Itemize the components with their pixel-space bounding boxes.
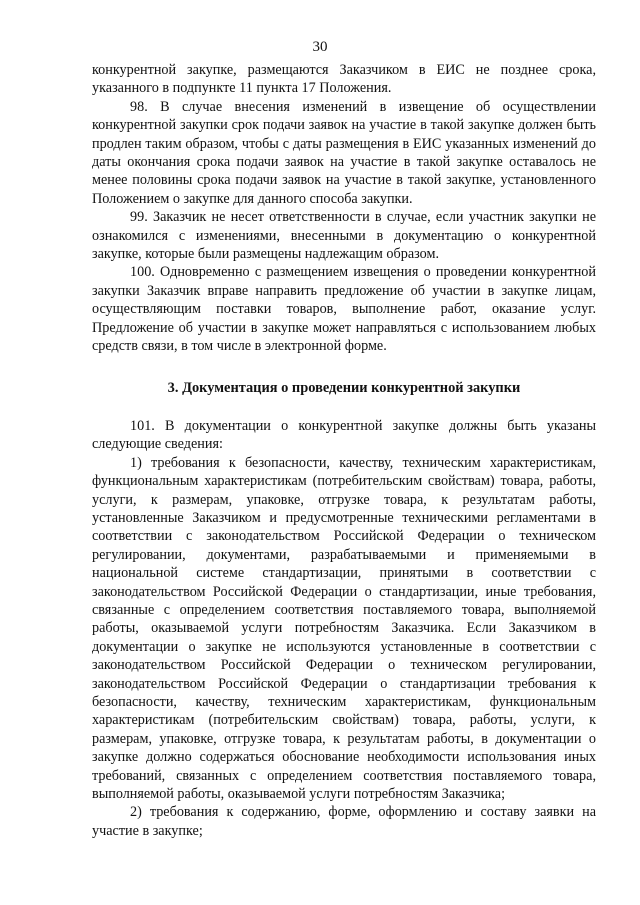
list-item-2: 2) требования к содержанию, форме, оформлению и составу заявки на участие в закупке;	[92, 804, 596, 839]
paragraph-100: 100. Одновременно с размещением извещения о проведении конкурентной закупки Заказчик вправе направить предложение об участии в закупке лицам, осуществляющим поставки товаров, выполнение работ, оказание услуг. Предложение об участии в закупке может направляться с использованием любых средств связи, в том числе в электронной форме.	[92, 264, 596, 355]
page-number: 30	[312, 39, 328, 55]
paragraph-99: 99. Заказчик не несет ответственности в случае, если участник закупки не ознакомился с изменениями, внесенными в документацию о конкурентной закупке, которые были размещены надлежащим образом.	[92, 209, 596, 263]
paragraph-continuation: конкурентной закупке, размещаются Заказчиком в ЕИС не позднее срока, указанного в подпункте 11 пункта 17 Положения.	[92, 62, 596, 97]
section-heading: 3. Документация о проведении конкурентной закупки	[167, 379, 521, 396]
page-body	[92, 61, 596, 840]
paragraph-101: 101. В документации о конкурентной закупке должны быть указаны следующие сведения:	[92, 417, 596, 453]
paragraph-98: 98. В случае внесения изменений в извещение об осуществлении конкурентной закупки срок подачи заявок на участие в такой закупке должен быть продлен таким образом, чтобы с даты размещения в ЕИС указанных изменений до даты окончания срока подачи заявок на участие в такой закупке оставалось не менее половины срока подачи заявок на участие в такой закупке, установленного Положением о закупке для данного способа закупки.	[92, 98, 596, 207]
list-item-1: 1) требования к безопасности, качеству, техническим характеристикам, функциональным характеристикам (потребительским свойствам) товара, работы, услуги, к размерам, упаковке, отгрузке товара, к результатам работы, установленные Заказчиком и предусмотренные техническими регламентами в соответствии с законодательством Российской Федерации о техническом регулировании, документами, разрабатываемыми и применяемыми в национальной системе стандартизации, принятыми в соответствии с законодательством Российской Федерации о стандартизации, иные требования, связанные с определением соответствия поставляемого товара, выполняемой работы, оказываемой услуги потребностям Заказчика. Если Заказчиком в документации о закупке не используются установленные в соответствии с законодательством Российской Федерации о техническом регулировании, законодательством Российской Федерации о стандартизации требования к безопасности, качеству, техническим характеристикам, функциональным характеристикам (потребительским свойствам) товара, работы, услуги, к размерам, упаковке, отгрузке товара, к результатам работы, в документации о закупке должно содержаться обоснование необходимости использования иных требований, связанных с определением соответствия поставляемого товара, выполняемой работы, оказываемой услуги потребностям Заказчика;	[92, 454, 596, 803]
